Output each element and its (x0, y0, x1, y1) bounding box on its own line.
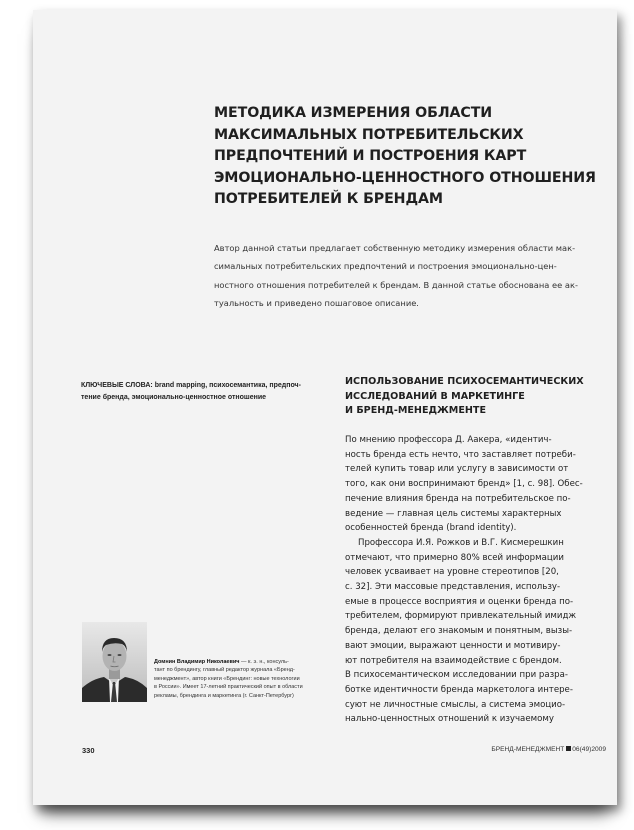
author-photo (82, 622, 147, 702)
author-portrait-image (82, 622, 147, 702)
body-line: печение влияния бренда на потребительское по- (345, 493, 571, 504)
body-line: По мнению профессора Д. Аакера, «идентич- (345, 435, 552, 445)
body-line: емые в процессе восприятия и оценки бренда по- (345, 596, 574, 607)
keywords-line: тение бренда, эмоционально-ценностное отношение (81, 394, 267, 402)
footer-journal (491, 746, 606, 753)
body-line: с. 32]. Эти массовые представления, использу- (345, 582, 561, 593)
bio-line (154, 658, 329, 666)
body-line: ют потребителя на взаимодействие с брендом. (345, 655, 562, 666)
page-number: 330 (82, 746, 95, 755)
bio-first-line: — к. э. н., консуль- (239, 659, 289, 665)
body-line: нально-ценностных отношений к изучаемому (345, 714, 554, 725)
body-line: требителем, формируют привлекательный имидж (345, 611, 577, 622)
title-line: ПОТРЕБИТЕЛЕЙ К БРЕНДАМ (214, 191, 443, 207)
body-line: ведение — главная цель системы характерных (345, 508, 562, 519)
journal-name: БРЕНД-МЕНЕДЖМЕНТ (491, 746, 565, 753)
section-heading-line: ИССЛЕДОВАНИЙ В МАРКЕТИНГЕ (345, 390, 525, 402)
author-name: Домнин Владимир Николаевич (154, 659, 240, 665)
section-heading-line: ИСПОЛЬЗОВАНИЕ ПСИХОСЕМАНТИЧЕСКИХ (345, 376, 584, 387)
bio-line: в России». Имеет 17-летний практический опыт в области (154, 684, 303, 691)
body-line: Профессора И.Я. Рожков и В.Г. Кисмерешкин (358, 537, 564, 548)
abstract-line: ностного отношения потребителей к брендам. В данной статье обоснована ее ак- (214, 279, 578, 290)
body-line: В психосемантическом исследовании при разра- (345, 670, 568, 681)
keywords-line: КЛЮЧЕВЫЕ СЛОВА: brand mapping, психосемантика, предпоч- (81, 382, 301, 389)
title-line: МЕТОДИКА ИЗМЕРЕНИЯ ОБЛАСТИ (214, 105, 493, 121)
article-title (214, 103, 614, 211)
article-abstract (214, 239, 604, 312)
title-line: ЭМОЦИОНАЛЬНО-ЦЕННОСТНОГО ОТНОШЕНИЯ (214, 169, 596, 186)
square-bullet-icon (566, 746, 571, 751)
section-heading-line: И БРЕНД-МЕНЕДЖМЕНТЕ (345, 405, 487, 417)
body-line: ность бренда есть нечто, что заставляет потреби- (345, 449, 576, 460)
journal-issue: 06(49)2009 (572, 746, 606, 753)
bio-line: рекламы, брендинга и маркетинга (г. Санкт-Петербург) (154, 692, 294, 699)
bio-line: менеджмент», автор книги «Брендинг: новые технологии (154, 675, 300, 682)
keywords-block (81, 380, 331, 405)
body-line: суют не личностные смыслы, а система эмоцио- (345, 699, 566, 710)
bio-line: тант по брендингу, главный редактор журнала «Бренд- (154, 667, 295, 674)
abstract-line: туальность и приведено пошаговое описание. (214, 297, 419, 308)
body-line: бренда, делают его знакомым и понятным, вызы- (345, 626, 573, 637)
author-bio (154, 658, 329, 700)
body-line: особенностей бренда (brand identity). (345, 523, 517, 534)
body-line: человек усваивает на уровне стереотипов [20, (345, 567, 559, 578)
title-line: ПРЕДПОЧТЕНИЙ И ПОСТРОЕНИЯ КАРТ (214, 148, 527, 164)
section-body (345, 433, 605, 727)
body-line: того, как они воспринимают бренд» [1, с. 98]. Обес- (345, 479, 583, 490)
abstract-line: симальных потребительских предпочтений и построения эмоционально-цен- (214, 261, 557, 272)
body-line: ботке идентичности бренда маркетолога интере- (345, 684, 573, 695)
abstract-line: Автор данной статьи предлагает собственную методику измерения области мак- (214, 243, 576, 253)
section-heading (345, 375, 605, 419)
body-line: телей купить товар или услугу в зависимости от (345, 464, 569, 475)
body-line: вают эмоции, выражают ценности и мотивиру- (345, 640, 561, 651)
body-line: отмечают, что примерно 80% всей информации (345, 552, 564, 563)
title-line: МАКСИМАЛЬНЫХ ПОТРЕБИТЕЛЬСКИХ (214, 126, 524, 143)
